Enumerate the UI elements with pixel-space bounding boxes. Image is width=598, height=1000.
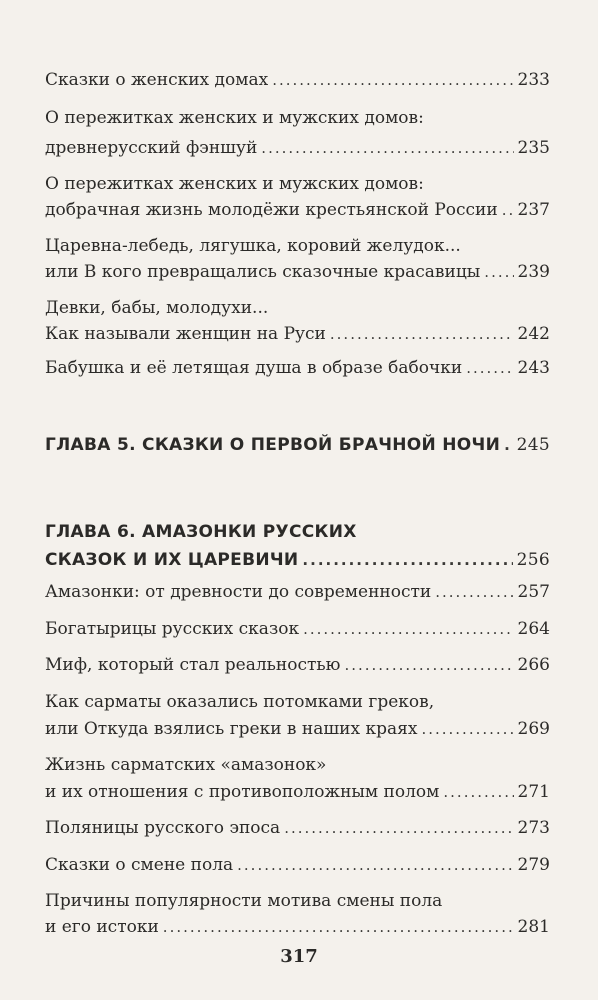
leader-dots <box>443 778 513 806</box>
toc-entry-title: или В кого превращались сказочные красавицы <box>45 262 481 282</box>
toc-entry-page: 264 <box>517 619 550 639</box>
toc-entry-title: Амазонки: от древности до современности <box>45 582 432 602</box>
toc-entry-title: Сказки о женских домах <box>45 70 269 90</box>
toc-entry-page: 235 <box>517 138 550 158</box>
toc-entry-title: и его истоки <box>45 917 159 937</box>
toc-entry <box>45 778 550 806</box>
toc-entry-title: Девки, бабы, молодухи... <box>45 298 269 318</box>
toc-entry <box>45 320 550 348</box>
toc-entry <box>45 170 550 198</box>
chapter-page: 245 <box>516 435 550 455</box>
toc-entry-title: Поляницы русского эпоса <box>45 818 281 838</box>
leader-dots <box>272 66 513 94</box>
leader-dots <box>237 851 513 879</box>
chapter-heading-line-2 <box>45 546 550 574</box>
toc-entry <box>45 715 550 743</box>
toc-entry-page: 239 <box>517 262 550 282</box>
toc-entry-title: Причины популярности мотива смены пола <box>45 891 443 911</box>
page-number: 317 <box>280 946 318 967</box>
toc-entry-page: 243 <box>517 358 550 378</box>
toc-entry-title: Как сарматы оказались потомками греков, <box>45 692 435 712</box>
toc-entry-title: Сказки о смене пола <box>45 855 234 875</box>
leader-dots <box>303 615 513 643</box>
toc-entry-title: Богатырицы русских сказок <box>45 619 300 639</box>
toc-entry-title: Жизнь сарматских «амазонок» <box>45 755 327 775</box>
leader-dots <box>466 354 513 382</box>
toc-entry <box>45 851 550 879</box>
leader-dots <box>284 814 513 842</box>
toc-entry-title: добрачная жизнь молодёжи крестьянской России <box>45 200 498 220</box>
toc-entry <box>45 751 550 779</box>
toc-entry-title: О пережитках женских и мужских домов: <box>45 174 424 194</box>
toc-entry-page: 271 <box>517 782 550 802</box>
toc-entry-title: О пережитках женских и мужских домов: <box>45 108 424 128</box>
leader-dots <box>330 320 514 348</box>
toc-entry-title: и их отношения с противоположным полом <box>45 782 440 802</box>
chapter-page: 256 <box>516 550 550 570</box>
leader-dots <box>344 651 513 679</box>
toc-entry-page: 273 <box>517 818 550 838</box>
chapter-title: ГЛАВА 6. АМАЗОНКИ РУССКИХ <box>45 522 357 542</box>
toc-entry-title: Бабушка и её летящая душа в образе бабочки <box>45 358 463 378</box>
toc-entry-page: 281 <box>517 917 550 937</box>
toc-entry <box>45 294 550 322</box>
toc-entry <box>45 104 550 132</box>
toc-entry-page: 237 <box>517 200 550 220</box>
chapter-title: ГЛАВА 5. СКАЗКИ О ПЕРВОЙ БРАЧНОЙ НОЧИ <box>45 435 501 455</box>
toc-entry-title: или Откуда взялись греки в наших краях <box>45 719 418 739</box>
leader-dots <box>421 715 513 743</box>
toc-entry-page: 257 <box>517 582 550 602</box>
toc-entry-page: 242 <box>517 324 550 344</box>
toc-entry <box>45 232 550 260</box>
leader-dots <box>504 431 513 459</box>
toc-entry <box>45 887 550 915</box>
toc-entry <box>45 258 550 286</box>
leader-dots <box>484 258 513 286</box>
toc-entry-page: 279 <box>517 855 550 875</box>
toc-entry <box>45 134 550 162</box>
toc-entry-title: Царевна-лебедь, лягушка, коровий желудок... <box>45 236 461 256</box>
leader-dots <box>302 546 512 574</box>
leader-dots <box>435 578 513 606</box>
toc-entry-title: Миф, который стал реальностью <box>45 655 341 675</box>
chapter-heading-line-1 <box>45 518 550 546</box>
leader-dots <box>163 913 514 941</box>
toc-entry <box>45 578 550 606</box>
toc-entry-title: Как называли женщин на Руси <box>45 324 326 344</box>
leader-dots <box>261 134 513 162</box>
toc-entry <box>45 814 550 842</box>
toc-entry-page: 266 <box>517 655 550 675</box>
toc-entry <box>45 354 550 382</box>
toc-entry <box>45 196 550 224</box>
chapter-heading <box>45 431 550 459</box>
toc-entry <box>45 688 550 716</box>
toc-entry-title: древнерусский фэншуй <box>45 138 258 158</box>
toc-entry <box>45 913 550 941</box>
toc-entry-page: 269 <box>517 719 550 739</box>
leader-dots <box>502 196 514 224</box>
chapter-title: СКАЗОК И ИХ ЦАРЕВИЧИ <box>45 550 299 570</box>
toc-entry <box>45 66 550 94</box>
toc-entry <box>45 651 550 679</box>
toc-entry <box>45 615 550 643</box>
toc-entry-page: 233 <box>517 70 550 90</box>
